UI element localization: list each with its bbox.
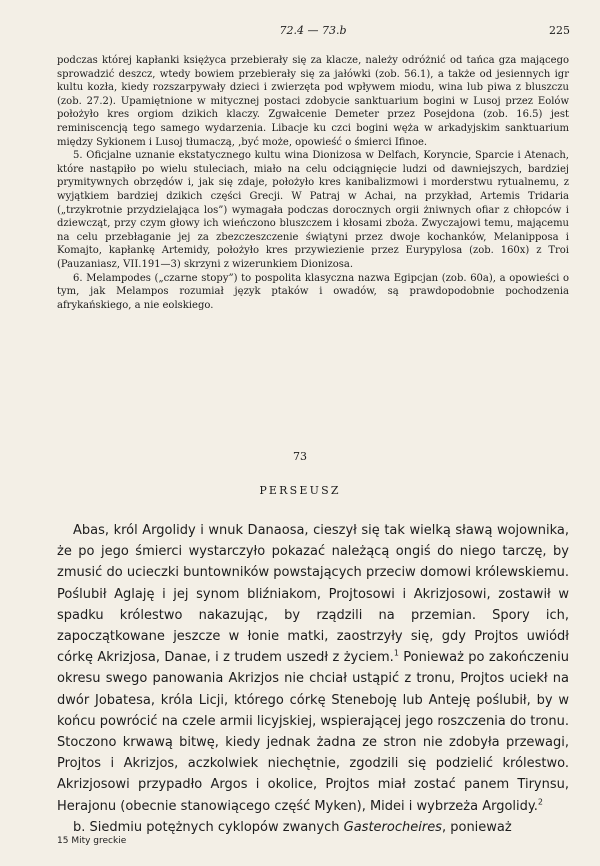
- signature-mark: 15 Mity greckie: [57, 836, 127, 846]
- page-number: 225: [549, 24, 570, 37]
- main-text: [57, 520, 569, 838]
- text-run: b. Siedmiu potężnych cyklopów zwanych: [73, 819, 344, 835]
- text-paragraph: [57, 817, 569, 838]
- text-run: Abas, król Argolidy i wnuk Danaosa, cieszył się tak wielką sławą wojownika, że po jego śmierci wystarczyło pokazać należącą ongiś do niego tarczę, by zmusić do ucieczki buntowników powstających przeciw domowi królewskiemu. Poślubił Aglaję i jej synom bliźniakom, Projtosowi i Akrizjosowi, zostawił w spadku królestwo nakazując, by rządzili na przemian. Spory ich, zapoczątkowane jeszcze w łonie matki, zaostrzyły się, gdy Projtos uwiódł córkę Akrizjosa, Danae, i z trudem uszedł z życiem.: [57, 523, 569, 666]
- commentary-notes: [57, 54, 569, 312]
- note-paragraph: 5. Oficjalne uznanie ekstatycznego kultu wina Dionizosa w Delfach, Koryncie, Sparcie i Atenach, które nastąpiło po wielu stuleciach, miało na celu odciągnięcie ludzi od dawniejszych, bardziej prymitywnych obrzędów i, jak się zdaje, położyło kres kanibalizmowi i morderstwu rytualnemu, z wyjątkiem bardziej dzikich części Grecji. W Patraj w Achai, na przykład, Artemis Tridaria („trzykrotnie przydzielająca los”) wymagała podczas dorocznych orgii żniwnych ofiar z chłopców i dziewcząt, przy czym głowy ich wieńczono bluszczem i kłosami zboża. Zwyczajowi temu, mającemu na celu przebłaganie jej za zbezczeszczenie świątyni przez dwoje kochanków, Melanipposa i Komajto, kapłankę Artemidy, położyło kres przywiezienie przez Eurypylosa (zob. 160x) z Troi (Pauzaniasz, VII.191—3) skrzyni z wizerunkiem Dionizosa.: [57, 150, 569, 270]
- italic-term: Gasterocheires: [343, 819, 442, 835]
- note-paragraph: podczas której kapłanki księżyca przebierały się za klacze, należy odróżnić od tańca gza mającego sprowadzić deszcz, wtedy bowiem przebierały się za jałówki (zob. 56.1), a także od jesiennych igr kultu kozła, kiedy rozszarpywały dzieci i zwierzęta pod wpływem miodu, wina lub piwa z bluszczu (zob. 27.2). Upamiętnione w mitycznej postaci zdobycie sanktuarium bogini w Lusoj przez Eolów położyło kres orgiom dzikich klaczy. Zgwałcenie Demeter przez Posejdona (zob. 16.5) jest reminiscencją tego samego wydarzenia. Libacje ku czci bogini węża w arkadyjskim sanktuarium między Sykionem i Lusoj tłumaczą, ,być może, opowieść o śmierci Ifinoe.: [57, 55, 569, 148]
- footnote-marker: 1: [393, 648, 399, 658]
- note-paragraph: 6. Melampodes („czarne stopy”) to pospolita klasyczna nazwa Egipcjan (zob. 60a), a opowieści o tym, jak Melampos rozumiał język ptaków i owadów, są prawdopodobnie pochodzenia afrykańskiego, a nie eolskiego.: [57, 272, 569, 311]
- text-run: , ponieważ: [441, 819, 512, 835]
- chapter-number: 73: [293, 450, 307, 463]
- text-paragraph: [57, 520, 569, 817]
- chapter-title: PERSEUSZ: [259, 484, 341, 497]
- text-run: Ponieważ po zakończeniu okresu swego panowania Akrizjos nie chciał ustąpić z tronu, Projtos uciekł na dwór Jobatesa, króla Licji, którego córkę Steneboję lub Anteję poślubił, by w końcu powrócić na czele armii licyjskiej, wspierającej jego roszczenia do tronu. Stoczono krwawą bitwę, kiedy jednak żadna ze stron nie zdobyła przewagi, Projtos i Akrizjos, aczkolwiek niechętnie, zgodzili się podzielić królestwo. Akrizjosowi przypadło Argos i okolice, Projtos miał zostać panem Tirynsu, Herajonu (obecnie stanowiącego część Myken), Midei i wybrzeża Argolidy.: [57, 650, 570, 814]
- section-range: 72.4 — 73.b: [279, 24, 347, 37]
- footnote-marker: 2: [537, 797, 543, 807]
- running-header: [56, 24, 570, 40]
